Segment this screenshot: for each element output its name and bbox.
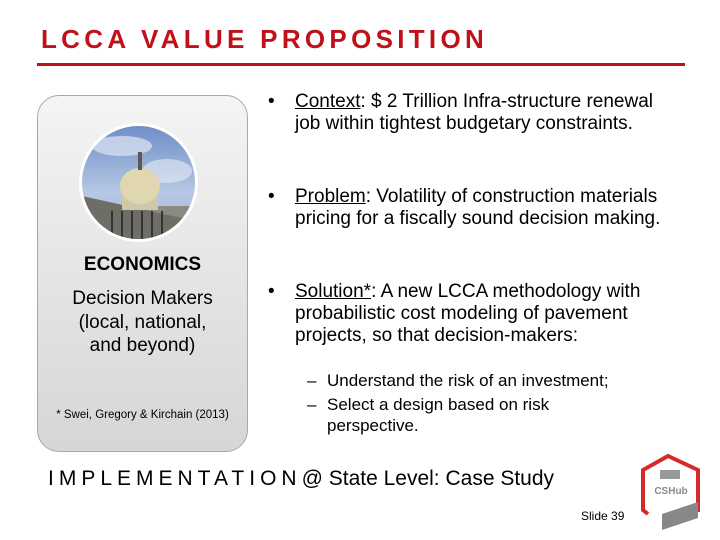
bullet-solution: • Solution*: A new LCCA methodology with probabilistic cost modeling of pavement projects, so that decision-makers: <box>268 281 641 346</box>
implementation-heading <box>48 467 554 491</box>
sub-bullet: – Select a design based on risk perspective. <box>307 395 550 435</box>
card-line: and beyond) <box>89 335 196 356</box>
cshub-logo <box>640 452 702 534</box>
card-description <box>38 287 247 358</box>
bullet-text: : Volatility of construction materials pricing for a fiscally sound decision making. <box>295 186 661 229</box>
svg-text:CSHub: CSHub <box>654 486 688 497</box>
bullet-label: Problem <box>295 186 366 207</box>
card-line: (local, national, <box>78 311 207 333</box>
bullet-text: : A new LCCA methodology with probabilistic cost modeling of pavement projects, so that decision-makers: <box>295 281 641 346</box>
citation: * Swei, Gregory & Kirchain (2013) <box>56 409 229 421</box>
slide-title: LCCA VALUE PROPOSITION <box>41 24 489 54</box>
implementation-spaced: IMPLEMENTATION <box>48 467 302 490</box>
title-underline <box>37 63 685 66</box>
bullet-problem: • Problem: Volatility of construction materials pricing for a fiscally sound decision making. <box>268 186 661 229</box>
sub-bullet-text: Select a design based on risk perspective. <box>327 395 550 435</box>
bullet-context: • Context: $ 2 Trillion Infra-structure renewal job within tightest budgetary constraints. <box>268 91 653 134</box>
sub-bullet-text: Understand the risk of an investment; <box>327 371 609 390</box>
bullet-label: Solution* <box>295 281 372 302</box>
card-line: Decision Makers <box>72 288 213 309</box>
capitol-photo <box>79 123 198 242</box>
slide-number: Slide 39 <box>581 509 625 523</box>
bullet-label: Context <box>295 91 361 112</box>
implementation-rest: @ State Level: Case Study <box>301 467 555 490</box>
sub-bullet: – Understand the risk of an investment; <box>307 371 609 390</box>
economics-card <box>37 95 248 452</box>
bullet-text: : $ 2 Trillion Infra-structure renewal job within tightest budgetary constraints. <box>295 91 653 134</box>
card-heading: ECONOMICS <box>83 254 202 275</box>
